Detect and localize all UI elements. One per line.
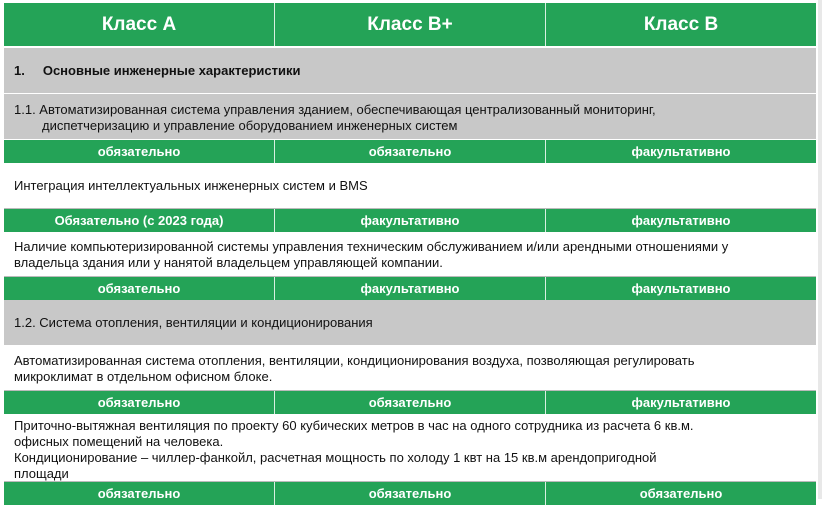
req-class-bplus: обязательно [275, 140, 546, 163]
requirement-row [4, 277, 816, 300]
req-class-b: факультативно [631, 281, 731, 296]
req-class-b: факультативно [631, 395, 731, 410]
criterion-text-line2: микроклимат в отдельном офисном блоке. [14, 369, 273, 384]
req-class-bplus: обязательно [275, 391, 546, 414]
criterion-text: Интеграция интеллектуальных инженерных систем и BMS [14, 177, 368, 193]
section-title: Основные инженерные характеристики [42, 63, 301, 78]
requirement-row [4, 482, 816, 505]
requirement-row [4, 209, 816, 232]
requirement-row [4, 140, 816, 163]
req-class-bplus: факультативно [275, 209, 546, 232]
criterion-description [4, 346, 816, 391]
subsection-1-1-line1: 1.1. Автоматизированная система управления зданием, обеспечивающая централизованный мониторинг, [14, 102, 656, 117]
subsection-1-1-line2: диспетчеризацию и управление оборудованием инженерных систем [42, 118, 458, 133]
criterion-text-line1: Автоматизированная система отопления, вентиляции, кондиционирования воздуха, позволяющая регулировать [14, 353, 695, 368]
header-class-a: Класс A [4, 3, 275, 46]
criterion-description [4, 414, 816, 482]
req-class-a: обязательно [4, 277, 275, 300]
criterion-text-line1: Приточно-вытяжная вентиляция по проекту 60 кубических метров в час на одного сотрудника из расчета 6 кв.м. [14, 418, 694, 433]
req-class-a: обязательно [4, 391, 275, 414]
req-class-b: обязательно [639, 486, 723, 501]
class-comparison-table [4, 3, 816, 505]
scrollbar[interactable] [818, 0, 822, 499]
subsection-1-2 [4, 300, 816, 346]
req-class-a: обязательно [4, 482, 275, 505]
criterion-text-line4: площади [14, 466, 69, 481]
criterion-text-line2: владельца здания или у нанятой владельцем управляющей компании. [14, 255, 443, 270]
requirement-row [4, 391, 816, 414]
section-heading [4, 48, 816, 94]
section-number: 1. [14, 63, 25, 78]
criterion-text-line3: Кондиционирование – чиллер-фанкойл, расчетная мощность по холоду 1 квт на 15 кв.м арендопригодной [14, 450, 657, 465]
header-class-b: Класс B [643, 13, 719, 35]
header-class-bplus: Класс B+ [275, 3, 546, 46]
criterion-text-line1: Наличие компьютеризированной системы управления техническим обслуживанием и/или арендными отношениями у [14, 239, 729, 254]
criterion-description [4, 232, 816, 277]
table-header [4, 3, 816, 48]
req-class-bplus: факультативно [275, 277, 546, 300]
req-class-bplus: обязательно [275, 482, 546, 505]
subsection-1-1 [4, 94, 816, 140]
req-class-a: обязательно [4, 140, 275, 163]
subsection-1-2-title: 1.2. Система отопления, вентиляции и кондиционирования [14, 314, 373, 330]
req-class-b: факультативно [631, 213, 731, 228]
criterion-text-line2: офисных помещений на человека. [14, 434, 224, 449]
req-class-a: Обязательно (с 2023 года) [4, 209, 275, 232]
req-class-b: факультативно [631, 144, 731, 159]
criterion-description [4, 163, 816, 209]
